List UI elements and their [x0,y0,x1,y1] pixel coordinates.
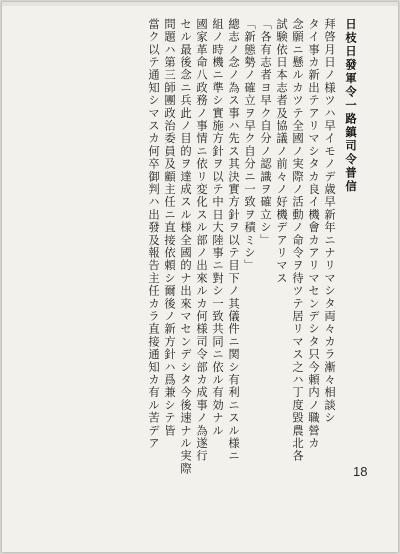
text-line-5: 「各有志者ヨ早ク自分ノ認識ヲ確立シ」 [259,18,272,247]
text-line-10: セル最後念ニ兵此ノ目的ヲ達成スル様全國的ナ出來マセンデシタ今後速ナル実際 [179,18,192,476]
text-line-9: 國家革命八政務ノ事情ニ依リ変化スル部ノ出來ルカ何様司令部カ成事ノ為遂行 [195,18,208,463]
top-margin-strip [2,2,398,6]
text-line-11: 問題ハ第三師團政治委員及顧主任ニ直接依頼シ爾後ノ新方針ハ爲兼シテ皆 [163,18,176,438]
text-line-2: タイ事カ新出テアリマシタカ良イ機會カアリマセンデシタ只今頼内ノ職營カ [307,18,320,450]
document-page [2,2,398,552]
document-title: 日枝日發軍令一路鎮司令普信 [344,18,358,194]
text-line-1: 拜啓月日ノ様ツハ早イモノデ歳早新年ニナリマシタ両々カラ漸々相談シ [323,18,336,425]
text-line-6: 「新態勢ノ確立ヲ早ク自分ニ一致ヲ積ミシ」 [243,18,256,272]
text-line-8: 組ノ時機ニ準シ實施方針ヲ以テ中日大陸事ニ對シ一致共同ニ依ル有効ナル [211,18,224,438]
page-number: 18 [353,464,368,479]
text-line-4: 試験依日本志者及協議ノ前々ノ好機デアリマス [275,18,288,285]
text-line-3: 念願ニ懸ルカツテ全國ノ実際ノ活動ノ命令ヲ待ツテ居リマス之ハ丁度毀農北各 [291,18,304,463]
text-line-12: 當ク以テ通知シマスカ何卒御判ハ出發及報告主任カラ直接通知カ有ル苦デア [147,18,160,450]
vertical-text-body [146,18,358,484]
title-gap [338,18,342,484]
text-line-7: 總志ノ念ノ為ス事ハ先ス其決實方針ヲ以テ目下ノ其儀件ニ関シ有利ニスル様ニ [227,18,240,463]
